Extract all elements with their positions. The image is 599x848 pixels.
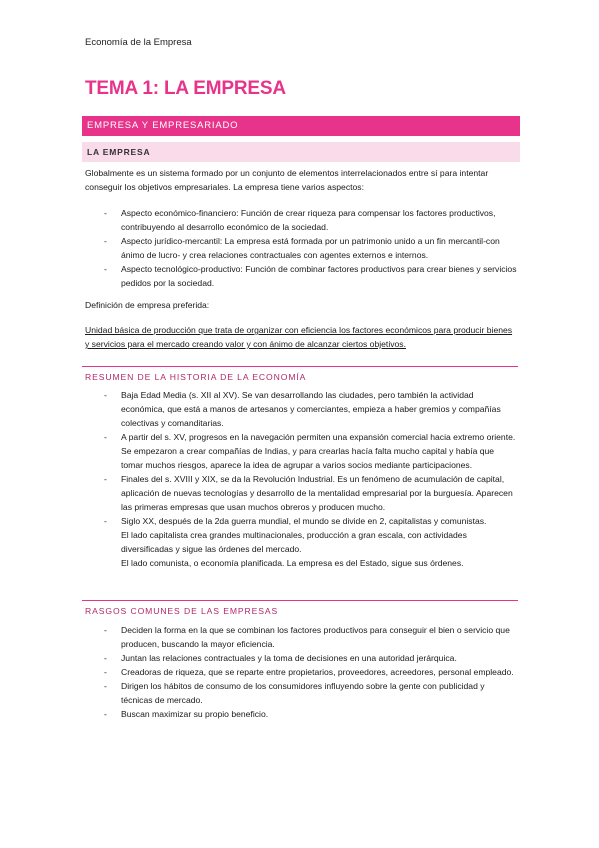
history-extra-text: El lado comunista, o economía planificada. La empresa es del Estado, sigue sus órdenes.	[121, 558, 464, 568]
page-title: TEMA 1: LA EMPRESA	[85, 78, 286, 99]
trait-text: Juntan las relaciones contractuales y la toma de decisiones en una autoridad jerárquica.	[121, 653, 457, 663]
history-text: A partir del s. XV, progresos en la navegación permiten una expansión comercial hacia extremo oriente. Se empezaron a crear compañías de Indias, y para crearlas hacía falta mucho capital y había que tomar muchos riesgos, aparece la idea de agrupar a varios socios mediante participaciones.	[121, 432, 516, 470]
bullet-dash: -	[104, 653, 107, 663]
trait-text: Creadoras de riqueza, que se reparte entre propietarios, proveedores, acreedores, personal empleado.	[121, 667, 514, 677]
list-item	[85, 679, 517, 707]
definition-label: Definición de empresa preferida:	[85, 300, 210, 310]
section-rule	[82, 366, 518, 367]
bullet-dash: -	[104, 474, 107, 484]
bullet-dash: -	[104, 208, 107, 218]
bullet-dash: -	[104, 625, 107, 635]
history-heading: RESUMEN DE LA HISTORIA DE LA ECONOMÍA	[85, 372, 307, 382]
bullet-dash: -	[104, 516, 107, 526]
list-item	[85, 234, 517, 262]
intro-paragraph: Globalmente es un sistema formado por un conjunto de elementos interrelacionados entre sí para intentar conseguir los objetivos empresariales. La empresa tiene varios aspectos:	[85, 168, 489, 192]
aspect-text: Aspecto tecnológico-productivo: Función de combinar factores productivos para crear bienes y servicios pedidos por la sociedad.	[121, 264, 517, 288]
list-item	[85, 707, 517, 721]
section-rule	[82, 600, 518, 601]
definition-text: Unidad básica de producción que trata de organizar con eficiencia los factores económicos para producir bienes y servicios para el mercado creando valor y con ánimo de alcanzar ciertos objetivos.	[85, 325, 513, 349]
subsection-banner: LA EMPRESA	[82, 142, 520, 162]
aspects-list	[85, 206, 517, 290]
trait-text: Dirigen los hábitos de consumo de los consumidores influyendo sobre la gente con publicidad y técnicas de mercado.	[121, 681, 485, 705]
bullet-dash: -	[104, 390, 107, 400]
list-item	[85, 623, 517, 651]
list-item	[85, 514, 517, 570]
bullet-dash: -	[104, 667, 107, 677]
section-banner: EMPRESA Y EMPRESARIADO	[82, 116, 520, 136]
list-item	[85, 651, 517, 665]
bullet-dash: -	[104, 709, 107, 719]
list-item	[85, 472, 517, 514]
aspect-text: Aspecto económico-financiero: Función de crear riqueza para compensar los factores productivos, contribuyendo al desarrollo económico de la sociedad.	[121, 208, 496, 232]
list-item	[85, 665, 517, 679]
traits-list	[85, 623, 517, 721]
bullet-dash: -	[104, 681, 107, 691]
history-extra-text: El lado capitalista crea grandes multinacionales, producción a gran escala, con actividades diversificadas y sigue las órdenes del mercado.	[121, 530, 467, 554]
history-list	[85, 388, 517, 570]
list-item	[85, 388, 517, 430]
document-header: Economía de la Empresa	[85, 37, 192, 48]
list-item	[85, 206, 517, 234]
list-item	[85, 430, 517, 472]
history-text: Finales del s. XVIII y XIX, se da la Revolución Industrial. Es un fenómeno de acumulación de capital, aplicación de nuevas tecnologías y desarrollo de la mentalidad empresarial por la burguesía. Aparecen las primeras empresas que usan muchos obreros y producen mucho.	[121, 474, 513, 512]
bullet-dash: -	[104, 432, 107, 442]
history-text: Siglo XX, después de la 2da guerra mundial, el mundo se divide en 2, capitalistas y comunistas.	[121, 516, 487, 526]
history-text: Baja Edad Media (s. XII al XV). Se van desarrollando las ciudades, pero también la actividad económica, que está a manos de artesanos y comerciantes, empieza a haber gremios y compañías colectivas y comanditarias.	[121, 390, 501, 428]
trait-text: Buscan maximizar su propio beneficio.	[121, 709, 269, 719]
trait-text: Deciden la forma en la que se combinan los factores productivos para conseguir el bien o servicio que producen, buscando la mayor eficiencia.	[121, 625, 510, 649]
aspect-text: Aspecto jurídico-mercantil: La empresa está formada por un patrimonio unido a un fin mercantil-con ánimo de lucro- y crea relaciones contractuales con agentes externos e internos.	[121, 236, 500, 260]
list-item	[85, 262, 517, 290]
bullet-dash: -	[104, 264, 107, 274]
bullet-dash: -	[104, 236, 107, 246]
traits-heading: RASGOS COMUNES DE LAS EMPRESAS	[85, 606, 279, 616]
